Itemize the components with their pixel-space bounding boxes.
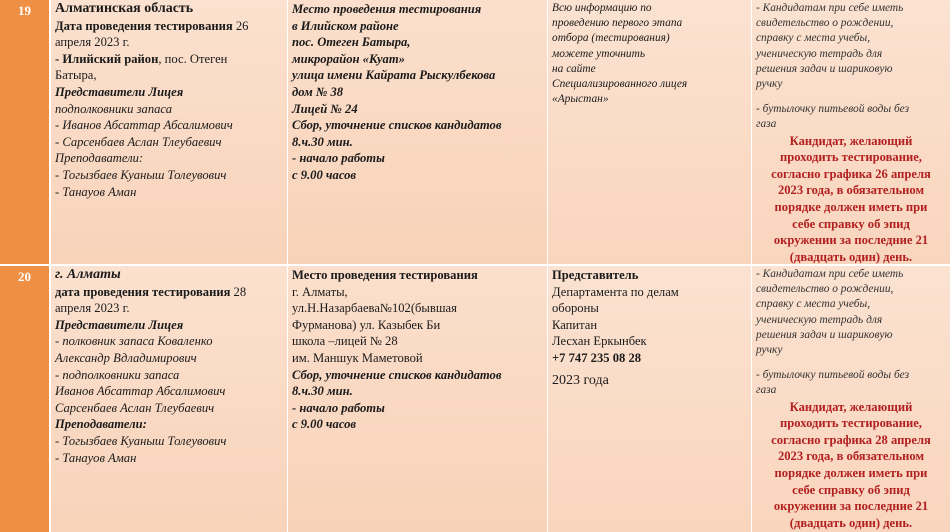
requirement-line: свидетельство о рождении, (756, 283, 894, 296)
notice-line: Кандидат, желающий (789, 399, 913, 414)
location-line: 8.ч.30 мин. (292, 384, 353, 399)
notice-line: проходить тестирование, (780, 416, 922, 431)
rep-item: - Иванов Абсаттар Абсалимович (55, 118, 233, 133)
requirement-line: решения задач и шариковую (756, 62, 893, 75)
notice-line: порядке должен иметь при (774, 200, 928, 214)
teacher-item: - Тогызбаев Куаныш Толеувович (55, 167, 227, 182)
contact-phone: +7 747 235 08 28 (552, 350, 642, 365)
requirements-cell (752, 0, 950, 264)
region-name: г. Алматы (55, 267, 121, 282)
reps-title: Представители Лицея (55, 317, 184, 332)
requirement-line: справку с места учебы, (756, 298, 871, 311)
notice-line: проходить тестирование, (780, 150, 922, 165)
district-name: - Илийский район (55, 51, 159, 66)
row-number: 19 (0, 0, 51, 264)
location-line: Фурманова) ул. Казыбек Би (292, 317, 441, 332)
location-line: - начало работы (292, 151, 385, 166)
contact-line: Капитан (552, 317, 598, 332)
requirement-line: газа (756, 118, 777, 131)
requirement-line: решения задач и шариковую (756, 328, 893, 341)
contact-title: Представитель (552, 268, 639, 282)
location-line: г. Алматы, (292, 284, 348, 299)
notice-line: порядке должен иметь при (774, 466, 928, 480)
location-line: микрорайон «Куат» (292, 51, 405, 66)
notice-line: окружении за последние 21 (773, 233, 929, 248)
contact-cell (548, 266, 752, 532)
requirement-line: газа (756, 384, 777, 397)
location-line: в Илийском районе (292, 18, 399, 33)
contact-line: Лесхан Еркынбек (552, 334, 647, 349)
requirement-line: - Кандидатам при себе иметь (756, 2, 904, 14)
reps-title: Представители Лицея (55, 84, 184, 99)
teacher-item: - Тогызбаев Куаныш Толеувович (55, 433, 227, 448)
notice-line: 2023 года, в обязательном (777, 449, 925, 464)
location-line: с 9.00 часов (292, 417, 357, 432)
date-rest: апреля 2023 г. (55, 301, 130, 316)
notice-line: себе справку об эпид (792, 216, 910, 231)
contact-year: 2023 года (552, 372, 609, 388)
notice-line: себе справку об эпид (792, 482, 910, 497)
row-number: 20 (0, 266, 51, 532)
location-line: им. Маншук Маметовой (292, 350, 423, 365)
location-cell (288, 0, 548, 264)
requirement-line: ручку (756, 344, 783, 357)
district-cont: Батыра, (55, 68, 97, 83)
location-line: улица имени Кайрата Рыскулбекова (292, 68, 496, 83)
info-line: Специализированного лицея (552, 78, 688, 91)
location-title: Место проведения тестирования (292, 268, 478, 282)
district-rest: , пос. Отеген (158, 51, 228, 66)
info-line: отбора (тестирования) (552, 32, 670, 45)
date-label: дата проведения тестирования (55, 284, 231, 299)
reps-sub: подполковники запаса (55, 101, 172, 116)
teachers-title: Преподаватели: (55, 417, 147, 432)
requirement-line: - бутылочку питьевой воды без (756, 369, 910, 382)
requirement-line: ученическую тетрадь для (756, 313, 883, 326)
table-row (0, 266, 950, 532)
notice-line: (двадцать один) день. (789, 249, 913, 264)
location-line: - начало работы (292, 400, 385, 415)
location-line: Сбор, уточнение списков кандидатов (292, 118, 502, 133)
info-line: на сайте (552, 62, 596, 75)
requirement-line: справку с места учебы, (756, 32, 871, 45)
requirement-line: ручку (756, 78, 783, 91)
teacher-item: - Танауов Аман (55, 450, 137, 465)
location-line: Лицей № 24 (292, 101, 358, 116)
requirement-line: - бутылочку питьевой воды без (756, 103, 910, 116)
date-rest: апреля 2023 г. (55, 35, 130, 50)
contact-line: Департамента по делам (552, 284, 679, 299)
requirements-cell (752, 266, 950, 532)
location-line: ул.Н.Назарбаева№102(бывшая (292, 301, 457, 316)
location-line: дом № 38 (292, 84, 344, 99)
requirement-line: ученическую тетрадь для (756, 47, 883, 60)
date-value: 26 (232, 18, 249, 33)
notice-line: согласно графика 28 апреля (771, 432, 931, 447)
teacher-item: - Танауов Аман (55, 184, 137, 199)
requirement-line: - Кандидатам при себе иметь (756, 268, 904, 280)
location-line: с 9.00 часов (292, 167, 357, 182)
location-line: пос. Отеген Батыра, (292, 35, 411, 50)
rep-item: Александр Вдладимирович (55, 350, 197, 365)
contact-line: обороны (552, 301, 599, 316)
date-value: 28 (230, 284, 247, 299)
region-name: Алматинская область (55, 1, 194, 16)
notice-line: 2023 года, в обязательном (777, 183, 925, 198)
info-line: Всю информацию по (552, 2, 652, 14)
rep-item: - полковник запаса Коваленко (55, 334, 213, 349)
location-cell (288, 266, 548, 532)
teachers-title: Преподаватели: (55, 151, 144, 166)
region-cell (51, 266, 288, 532)
rep-item: Иванов Абсаттар Абсалимович (55, 384, 226, 399)
info-line: «Арыстан» (552, 93, 609, 106)
location-line: школа –лицей № 28 (292, 334, 398, 349)
region-cell (51, 0, 288, 264)
rep-item: - Сарсенбаев Аслан Тлеубаевич (55, 134, 222, 149)
info-line: можете уточнить (552, 47, 646, 60)
rep-item: - подполковники запаса (55, 367, 180, 382)
location-line: Место проведения тестирования (292, 2, 482, 16)
notice-line: окружении за последние 21 (773, 499, 929, 514)
table-row (0, 0, 950, 264)
notice-line: согласно графика 26 апреля (771, 166, 931, 181)
notice-line: Кандидат, желающий (789, 133, 913, 148)
location-line: 8.ч.30 мин. (292, 134, 353, 149)
date-label: Дата проведения тестирования (55, 18, 233, 33)
notice-line: (двадцать один) день. (789, 515, 913, 530)
info-line: проведению первого этапа (552, 17, 683, 30)
requirement-line: свидетельство о рождении, (756, 17, 894, 30)
info-cell (548, 0, 752, 264)
rep-item: Сарсенбаев Аслан Тлеубаевич (55, 400, 215, 415)
location-line: Сбор, уточнение списков кандидатов (292, 367, 502, 382)
